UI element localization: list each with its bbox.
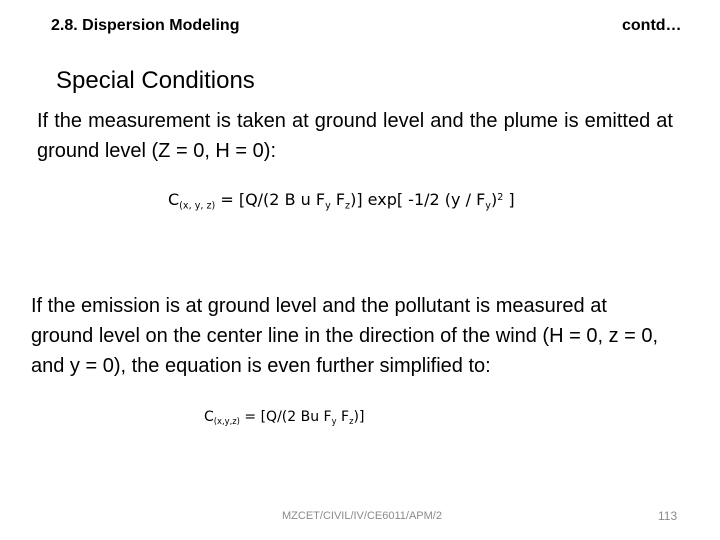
- eq1-part5: ]: [503, 190, 515, 209]
- footer-course-code: MZCET/CIVIL/IV/CE6011/APM/2: [282, 510, 442, 522]
- paragraph-center-line-simplification: If the emission is at ground level and the pollutant is measured at ground level on the center line in the direction of the wind (H = 0, z = 0, and y = 0), the equation is even further simplified to:: [31, 295, 659, 377]
- eq1-part2: F: [330, 190, 346, 209]
- equation-concentration-general: [168, 190, 515, 212]
- eq1-lhs-subscript: (x, y, z): [179, 200, 216, 212]
- slide-subtitle: Special Conditions: [56, 67, 255, 94]
- page-number: 113: [658, 509, 678, 523]
- eq1-sub1: y: [325, 200, 331, 212]
- slide-section-title: 2.8. Dispersion Modeling: [51, 17, 240, 34]
- eq2-sub1: y: [331, 415, 337, 426]
- eq1-sup4: 2: [497, 192, 504, 204]
- eq2-lhs: C: [204, 409, 214, 425]
- eq2-part1: = [Q/(2 Bu F: [239, 409, 332, 425]
- continued-label: contd…: [622, 17, 682, 34]
- eq1-part1: = [Q/(2 B u F: [215, 190, 326, 209]
- equation-concentration-simplified: [204, 409, 364, 425]
- paragraph-ground-level-measurement: If the measurement is taken at ground level and the plume is emitted at ground level (Z = 0, H = 0):: [37, 110, 673, 162]
- eq2-sub2: z: [349, 415, 354, 426]
- eq2-part3: )]: [353, 409, 365, 425]
- eq1-part4: ): [490, 190, 498, 209]
- eq1-sub2: z: [345, 200, 351, 212]
- eq2-lhs-subscript: (x,y,z): [213, 415, 240, 426]
- eq2-part2: F: [336, 409, 350, 425]
- eq1-sub3: y: [485, 200, 491, 212]
- eq1-lhs: C: [168, 190, 180, 209]
- eq1-part3: )] exp[ -1/2 (y / F: [350, 190, 486, 209]
